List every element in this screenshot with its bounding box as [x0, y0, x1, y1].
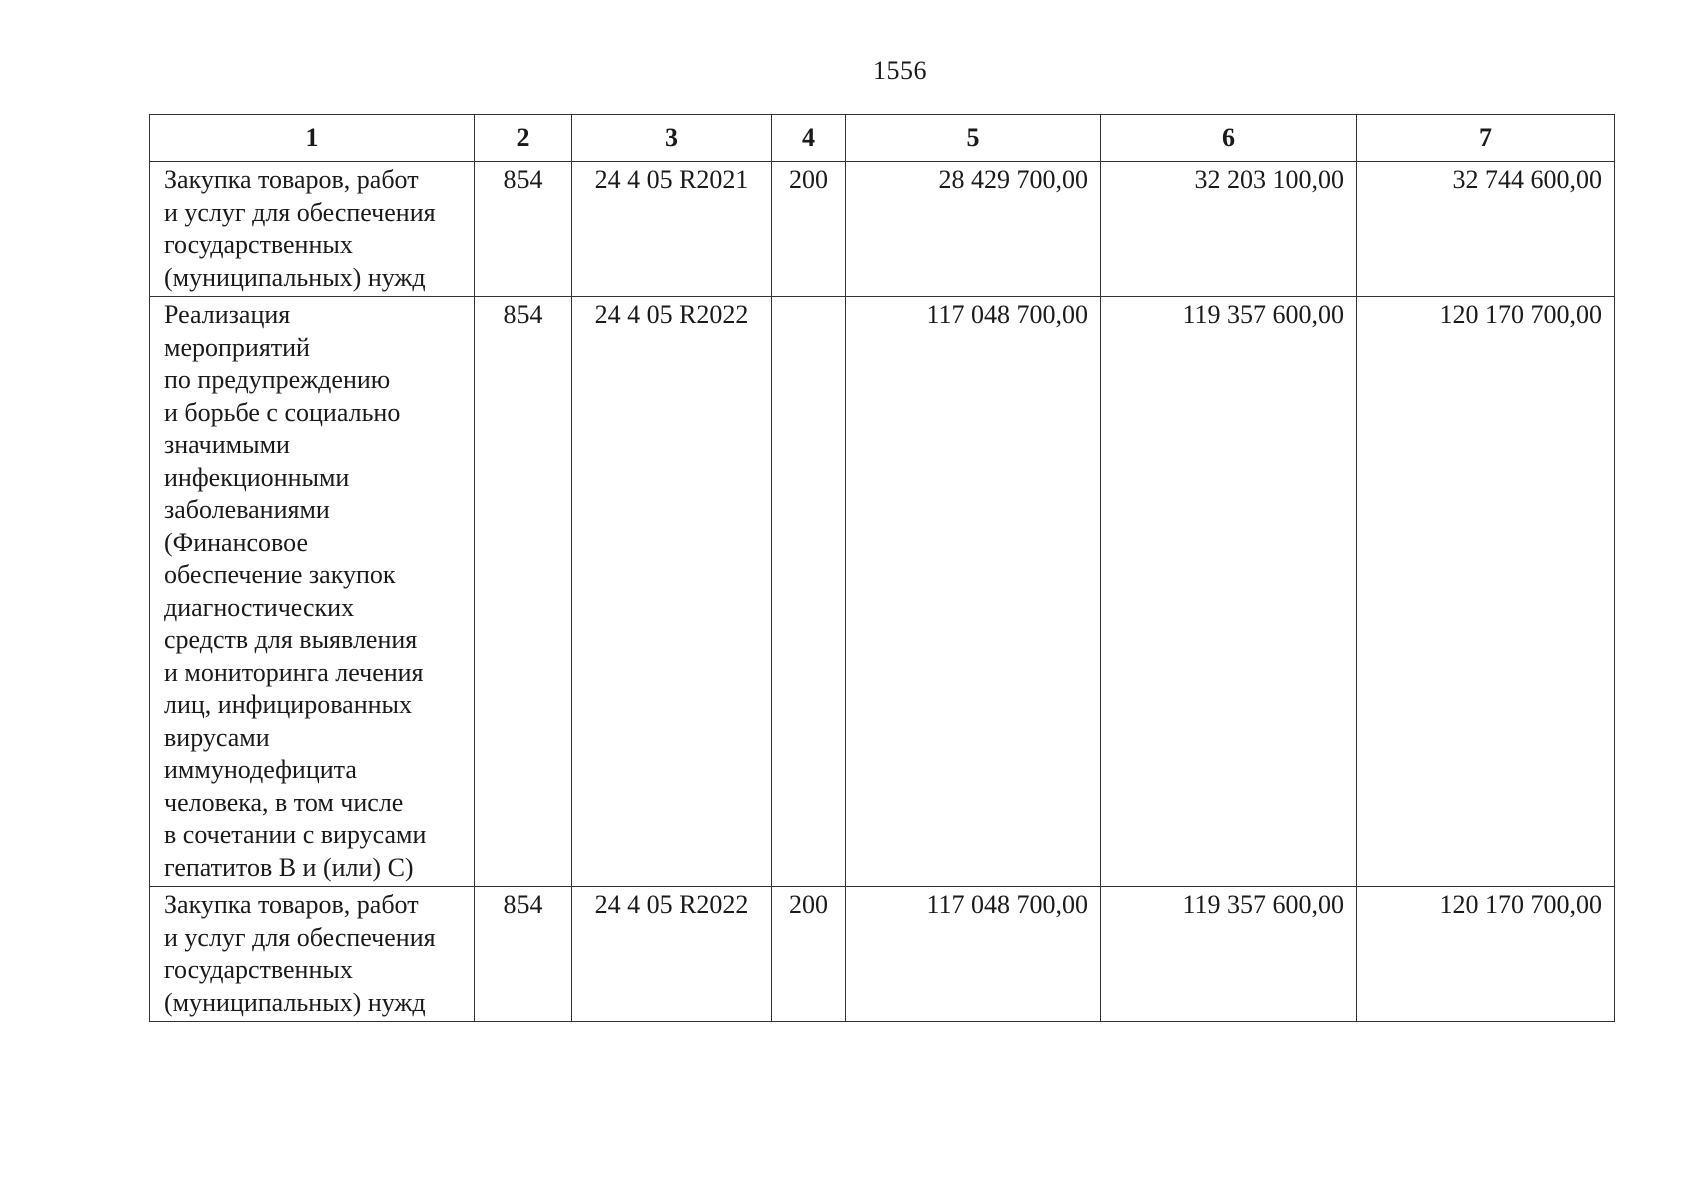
table-row	[150, 162, 1615, 297]
header-cell-5: 5	[846, 115, 1101, 162]
header-cell-7: 7	[1357, 115, 1615, 162]
department-code: 854	[475, 162, 572, 297]
target-article-code: 24 4 05 R2021	[572, 162, 772, 297]
header-cell-3: 3	[572, 115, 772, 162]
expense-type-code: 200	[772, 887, 846, 1022]
header-cell-1: 1	[150, 115, 475, 162]
page-number: 1556	[873, 56, 927, 85]
header-row	[150, 115, 1615, 162]
item-name: Закупка товаров, работ и услуг для обеспечения государственных (муниципальных) нужд	[150, 887, 475, 1022]
amount-year-2: 32 203 100,00	[1101, 162, 1357, 297]
amount-year-3: 120 170 700,00	[1357, 297, 1615, 887]
amount-year-2: 119 357 600,00	[1101, 297, 1357, 887]
amount-year-1: 117 048 700,00	[846, 887, 1101, 1022]
amount-year-3: 120 170 700,00	[1357, 887, 1615, 1022]
budget-table	[149, 114, 1615, 1022]
amount-year-1: 117 048 700,00	[846, 297, 1101, 887]
department-code: 854	[475, 297, 572, 887]
amount-year-3: 32 744 600,00	[1357, 162, 1615, 297]
header-cell-6: 6	[1101, 115, 1357, 162]
target-article-code: 24 4 05 R2022	[572, 887, 772, 1022]
expense-type-code: 200	[772, 162, 846, 297]
table-row	[150, 297, 1615, 887]
amount-year-2: 119 357 600,00	[1101, 887, 1357, 1022]
header-cell-2: 2	[475, 115, 572, 162]
expense-type-code	[772, 297, 846, 887]
department-code: 854	[475, 887, 572, 1022]
target-article-code: 24 4 05 R2022	[572, 297, 772, 887]
item-name: Реализация мероприятий по предупреждению и борьбе с социально значимыми инфекционными заболеваниями (Финансовое обеспечение закупок диагностических средств для выявления и мониторинга лечения лиц, инфицированных вирусами иммунодефицита человека, в том числе в сочетании с вирусами гепатитов B и (или) C)	[150, 297, 475, 887]
amount-year-1: 28 429 700,00	[846, 162, 1101, 297]
header-cell-4: 4	[772, 115, 846, 162]
table-row	[150, 887, 1615, 1022]
item-name: Закупка товаров, работ и услуг для обеспечения государственных (муниципальных) нужд	[150, 162, 475, 297]
